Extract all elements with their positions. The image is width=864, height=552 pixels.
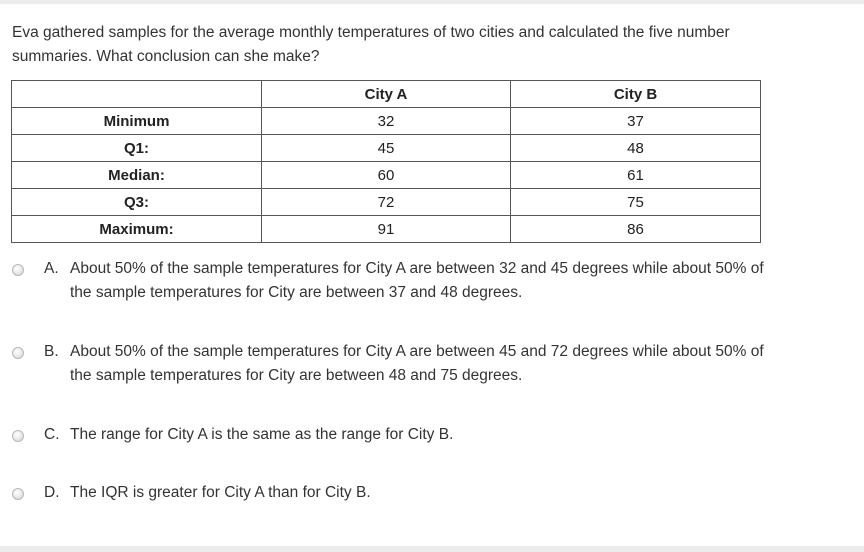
row-label-median: Median: [12,162,262,189]
option-letter-b: B. [44,343,59,360]
row-label-minimum: Minimum [12,108,262,135]
cell-city-b-median: 61 [511,162,761,189]
top-divider [0,0,864,4]
table-row [12,189,761,216]
five-number-summary-table [11,80,761,243]
option-letter-d: D. [44,484,60,501]
table-header-city-a: City A [262,81,511,108]
radio-button-c[interactable] [12,430,24,442]
table-row [12,216,761,243]
table-header-row [12,81,761,108]
bottom-divider [0,546,864,552]
question-text: Eva gathered samples for the average monthly temperatures of two cities and calculated the five number summaries. What conclusion can she make? [12,24,730,65]
cell-city-b-q3: 75 [511,189,761,216]
radio-button-d[interactable] [12,488,24,500]
cell-city-b-minimum: 37 [511,108,761,135]
table-header-blank [12,81,262,108]
option-text-a: About 50% of the sample temperatures for City A are between 32 and 45 degrees while about 50% of the sample temperatures for City are between 37 and 48 degrees. [70,260,764,301]
option-text-b: About 50% of the sample temperatures for City A are between 45 and 72 degrees while about 50% of the sample temperatures for City are between 48 and 75 degrees. [70,343,764,384]
table-row [12,108,761,135]
option-letter-a: A. [44,260,59,277]
cell-city-b-q1: 48 [511,135,761,162]
table-row [12,135,761,162]
radio-button-a[interactable] [12,264,24,276]
cell-city-a-q1: 45 [262,135,511,162]
row-label-q1: Q1: [12,135,262,162]
option-text-d: The IQR is greater for City A than for City B. [70,484,371,501]
table-header-city-b: City B [511,81,761,108]
cell-city-a-maximum: 91 [262,216,511,243]
option-text-c: The range for City A is the same as the range for City B. [70,426,454,443]
row-label-q3: Q3: [12,189,262,216]
table-row [12,162,761,189]
cell-city-a-q3: 72 [262,189,511,216]
row-label-maximum: Maximum: [12,216,262,243]
cell-city-a-minimum: 32 [262,108,511,135]
cell-city-a-median: 60 [262,162,511,189]
option-letter-c: C. [44,426,60,443]
cell-city-b-maximum: 86 [511,216,761,243]
radio-button-b[interactable] [12,347,24,359]
